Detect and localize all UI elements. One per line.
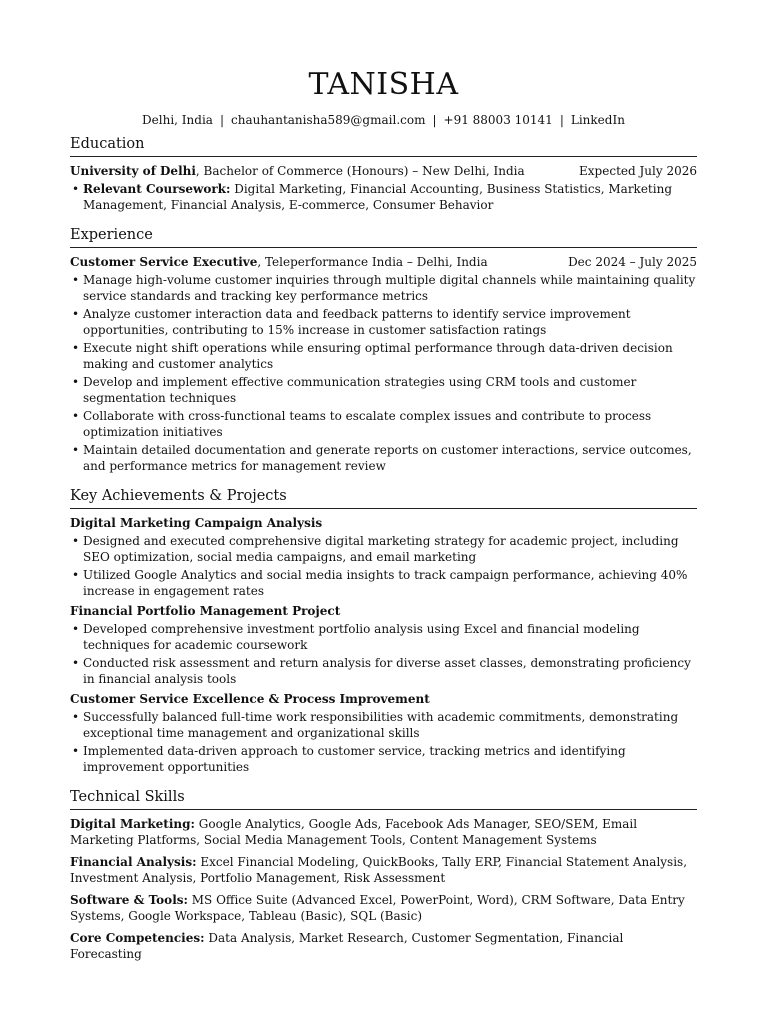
list-item: • Designed and executed comprehensive digital marketing strategy for academic project, including SEO optimization, social media campaigns, and email marketing [70, 533, 697, 565]
list-item: • Develop and implement effective communication strategies using CRM tools and customer segmentation techniques [70, 374, 697, 406]
list-item: • Analyze customer interaction data and feedback patterns to identify service improvement opportunities, contributing to 15% increase in customer satisfaction ratings [70, 306, 697, 338]
experience-bullets [70, 272, 697, 474]
education-bullets [70, 181, 697, 213]
email-link[interactable]: chauhantanisha589@gmail.com [231, 113, 426, 127]
skill-text: Data Analysis, Market Research, Customer Segmentation, Financial Forecasting [70, 931, 624, 961]
education-entry [70, 163, 697, 179]
coursework-label: Relevant Coursework: [83, 182, 231, 196]
linkedin-link[interactable]: LinkedIn [570, 113, 625, 127]
job-title: Customer Service Executive [70, 255, 258, 269]
list-item: • Conducted risk assessment and return analysis for diverse asset classes, demonstrating proficiency in financial analysis tools [70, 655, 697, 687]
project-bullets [70, 709, 697, 775]
phone-text: +91 88003 10141 [443, 113, 553, 127]
skills-section [70, 787, 697, 962]
project-title: Financial Portfolio Management Project [70, 604, 341, 618]
list-item: • Collaborate with cross-functional teams to escalate complex issues and contribute to process optimization initiatives [70, 408, 697, 440]
skill-label: Software & Tools: [70, 893, 188, 907]
section-title-skills: Technical Skills [70, 787, 697, 810]
list-item: • Developed comprehensive investment portfolio analysis using Excel and financial modeling techniques for academic coursework [70, 621, 697, 653]
skill-label: Financial Analysis: [70, 855, 197, 869]
list-item: • Maintain detailed documentation and generate reports on customer interactions, service outcomes, and performance metrics for management review [70, 442, 697, 474]
degree-text: , Bachelor of Commerce (Honours) – New Delhi, India [195, 164, 525, 178]
education-date: Expected July 2026 [579, 164, 697, 178]
skill-text: MS Office Suite (Advanced Excel, PowerPoint, Word), CRM Software, Data Entry Systems, Google Workspace, Tableau (Basic), SQL (Basic) [70, 893, 685, 923]
location-text: Delhi, India [142, 113, 213, 127]
skill-row [70, 892, 697, 924]
list-item: • Execute night shift operations while ensuring optimal performance through data-driven decision making and customer analytics [70, 340, 697, 372]
project-bullets [70, 621, 697, 687]
separator: | [559, 113, 564, 127]
skill-text: Excel Financial Modeling, QuickBooks, Tally ERP, Financial Statement Analysis, Investment Analysis, Portfolio Management, Risk Assessment [70, 855, 688, 885]
list-item: • Successfully balanced full-time work responsibilities with academic commitments, demonstrating exceptional time management and organizational skills [70, 709, 697, 741]
candidate-name: TANISHA [308, 67, 459, 102]
skill-row [70, 816, 697, 848]
experience-section [70, 225, 697, 474]
list-item: • Manage high-volume customer inquiries through multiple digital channels while maintaining quality service standards and tracking key performance metrics [70, 272, 697, 304]
skill-text: Google Analytics, Google Ads, Facebook Ads Manager, SEO/SEM, Email Marketing Platforms, Social Media Management Tools, Content Management Systems [70, 817, 638, 847]
project-title: Digital Marketing Campaign Analysis [70, 516, 323, 530]
separator: | [219, 113, 224, 127]
project-title: Customer Service Excellence & Process Improvement [70, 692, 430, 706]
section-title-experience: Experience [70, 225, 697, 248]
contact-line [70, 112, 697, 128]
skill-row [70, 930, 697, 962]
resume-page [70, 62, 697, 962]
school-name: University of Delhi [70, 164, 196, 178]
skill-label: Core Competencies: [70, 931, 205, 945]
education-section [70, 134, 697, 213]
list-item: • Utilized Google Analytics and social media insights to track campaign performance, achieving 40% increase in engagement rates [70, 567, 697, 599]
experience-entry [70, 254, 697, 270]
coursework-text: Digital Marketing, Financial Accounting, Business Statistics, Marketing Management, Financial Analysis, E-commerce, Consumer Behavior [83, 182, 672, 212]
projects-section [70, 486, 697, 775]
separator: | [432, 113, 437, 127]
project-bullets [70, 533, 697, 599]
experience-date: Dec 2024 – July 2025 [568, 255, 697, 269]
skill-label: Digital Marketing: [70, 817, 195, 831]
company-text: , Teleperformance India – Delhi, India [257, 255, 488, 269]
section-title-education: Education [70, 134, 697, 157]
list-item [70, 181, 697, 213]
list-item: • Implemented data-driven approach to customer service, tracking metrics and identifying improvement opportunities [70, 743, 697, 775]
section-title-projects: Key Achievements & Projects [70, 486, 697, 509]
skill-row [70, 854, 697, 886]
